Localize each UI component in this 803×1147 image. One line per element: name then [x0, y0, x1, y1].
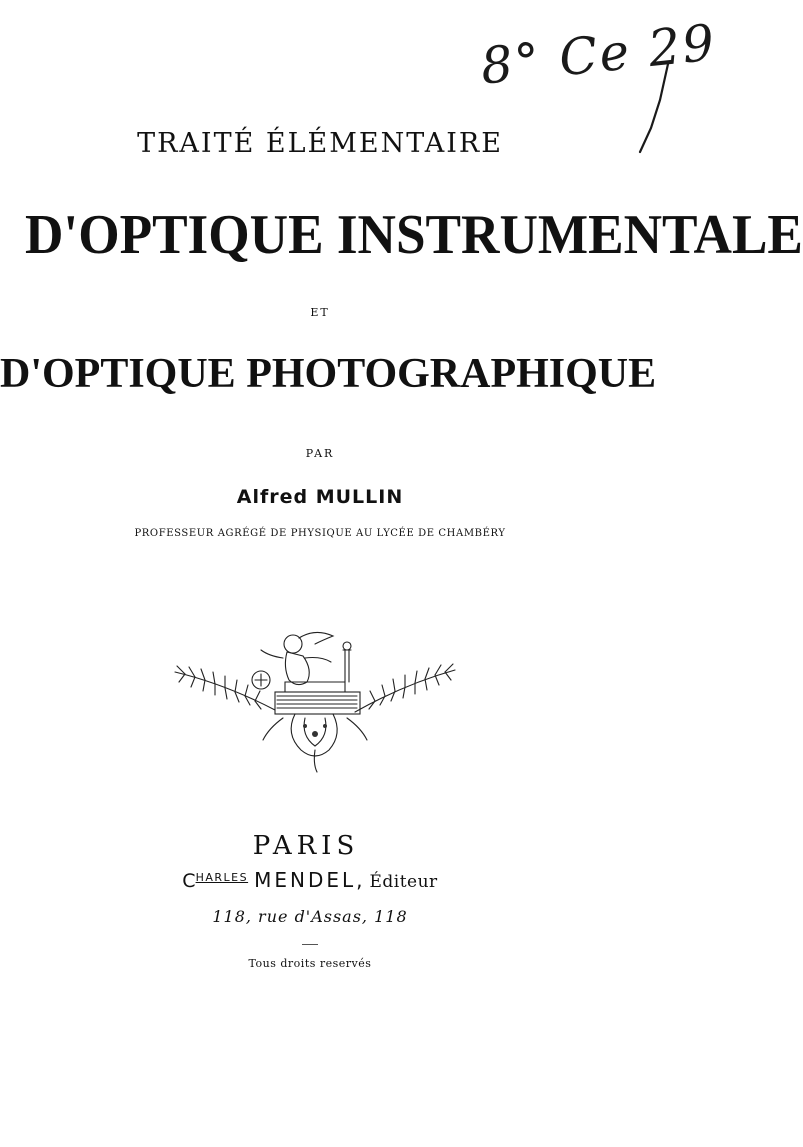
library-shelfmark: 8° Ce 29: [478, 13, 719, 96]
title-line-optique-instrumentale: D'OPTIQUE INSTRUMENTALE: [25, 204, 803, 266]
publisher-surname: MENDEL,: [254, 868, 366, 892]
shelfmark-stroke-icon: [0, 0, 718, 200]
imprint-place: PARIS: [252, 831, 360, 861]
rights-notice: Tous droits reservés: [248, 957, 372, 970]
publisher-first-name: HARLES: [195, 871, 249, 884]
publisher-role: Éditeur: [369, 872, 438, 892]
author-name: Alfred MULLIN: [236, 486, 404, 508]
imprint-publisher: [0, 868, 620, 892]
title-line-optique-photographique: D'OPTIQUE PHOTOGRAPHIQUE: [0, 351, 657, 397]
publisher-first-initial: C: [182, 870, 196, 892]
author-affiliation: PROFESSEUR AGRÉGÉ DE PHYSIQUE AU LYCÉE DE CHAMBÉRY: [134, 528, 506, 539]
title-line-traite: TRAITÉ ÉLÉMENTAIRE: [137, 128, 503, 159]
imprint-address: 118, rue d'Assas, 118: [212, 907, 408, 926]
title-conjunction: ET: [310, 306, 330, 319]
divider-rule: [302, 944, 318, 945]
allegorical-putto-vignette-icon: [165, 622, 465, 782]
byline-par: PAR: [305, 447, 335, 460]
